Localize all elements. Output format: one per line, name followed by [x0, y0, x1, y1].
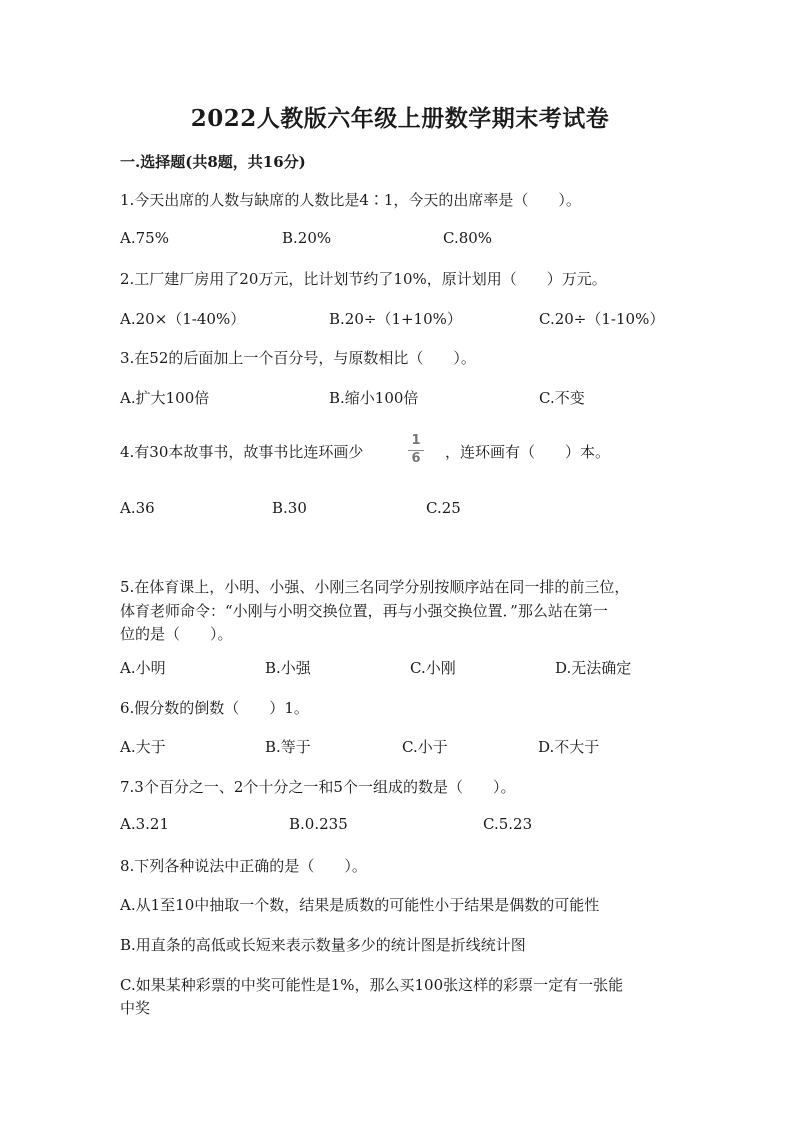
question-6-option-d: D.不大于 — [538, 738, 600, 756]
question-4-option-b: B.30 — [272, 499, 307, 517]
question-5-option-c: C.小刚 — [410, 659, 456, 677]
question-6-option-c: C.小于 — [402, 738, 448, 756]
question-3-option-c: C.不变 — [539, 389, 585, 407]
question-2-option-a: A.20×（1-40%） — [120, 310, 246, 328]
question-1-option-a: A.75% — [120, 229, 169, 247]
question-3-option-a: A.扩大100倍 — [120, 389, 210, 407]
question-5-line-3: 位的是（ ）。 — [120, 625, 233, 643]
question-5-line-1: 5.在体育课上，小明、小强、小刚三名同学分别按顺序站在同一排的前三位， — [120, 578, 630, 596]
question-4-fraction — [408, 434, 424, 466]
question-8-option-a: A.从1至10中抽取一个数，结果是质数的可能性小于结果是偶数的可能性 — [120, 896, 600, 914]
section-heading: 一.选择题(共8题，共16分) — [120, 153, 306, 171]
question-3-text: 3.在52的后面加上一个百分号，与原数相比（ ）。 — [120, 349, 476, 367]
question-8-option-b: B.用直条的高低或长短来表示数量多少的统计图是折线统计图 — [120, 936, 526, 954]
question-1-text: 1.今天出席的人数与缺席的人数比是4∶1，今天的出席率是（ ）。 — [120, 191, 581, 209]
question-1-option-b: B.20% — [282, 229, 332, 247]
question-4-option-a: A.36 — [120, 499, 155, 517]
question-3-option-b: B.缩小100倍 — [329, 389, 419, 407]
question-1-option-c: C.80% — [443, 229, 493, 247]
question-7-option-c: C.5.23 — [483, 815, 533, 833]
question-7-text: 7.3个百分之一、2个十分之一和5个一组成的数是（ ）。 — [120, 778, 516, 796]
exam-title: 2022人教版六年级上册数学期末考试卷 — [190, 105, 610, 132]
question-6-option-a: A.大于 — [120, 738, 166, 756]
question-4-text: 4.有30本故事书，故事书比连环画少 — [120, 443, 364, 461]
question-8-text: 8.下列各种说法中正确的是（ ）。 — [120, 857, 367, 875]
question-5-option-b: B.小强 — [265, 659, 311, 677]
question-7-option-b: B.0.235 — [289, 815, 348, 833]
question-6-option-b: B.等于 — [265, 738, 311, 756]
question-2-option-b: B.20÷（1+10%） — [329, 310, 462, 328]
fraction-numerator: 1 — [411, 433, 421, 448]
fraction-denominator: 6 — [411, 451, 421, 466]
question-2-option-c: C.20÷（1-10%） — [539, 310, 665, 328]
question-8-option-c-continued: 中奖 — [120, 999, 151, 1017]
question-6-text: 6.假分数的倒数（ ）1。 — [120, 699, 309, 717]
question-8-option-c: C.如果某种彩票的中奖可能性是1%，那么买100张这样的彩票一定有一张能 — [120, 976, 624, 994]
question-4-option-c: C.25 — [426, 499, 461, 517]
question-5-option-d: D.无法确定 — [555, 659, 632, 677]
question-2-text: 2.工厂建厂房用了20万元，比计划节约了10%，原计划用（ ）万元。 — [120, 270, 607, 288]
question-7-option-a: A.3.21 — [120, 815, 169, 833]
question-5-line-2: 体育老师命令：“小刚与小明交换位置，再与小强交换位置．”那么站在第一 — [120, 602, 608, 620]
question-4-text-after: ，连环画有（ ）本。 — [445, 443, 611, 461]
question-5-option-a: A.小明 — [120, 659, 166, 677]
